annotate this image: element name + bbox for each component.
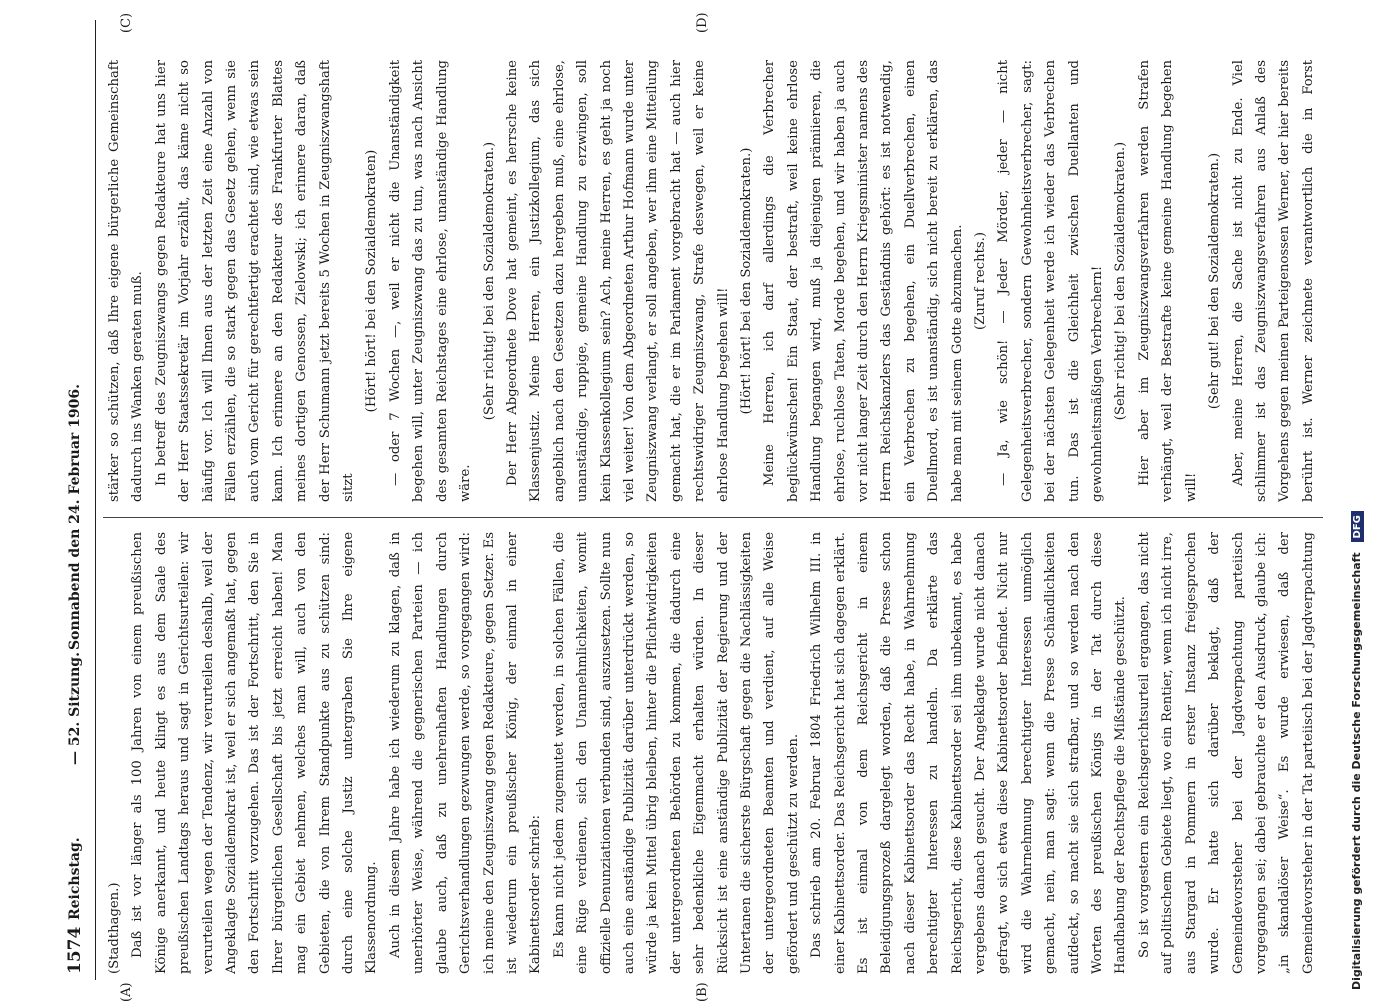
right-column	[103, 60, 1323, 502]
interjection: (Zuruf rechts.)	[973, 231, 989, 331]
header-session: — 52. Sitzung.	[67, 652, 83, 765]
paragraph: Daß ist vor länger als 100 Jahren von einem preußischen Könige anerkannt, und heute klingt es aus dem Saale des preußischen Landtags heraus und sagt in Gerichtsurteilen: wir verurteilen wegen der Tendenz, wir verurteilen deshalb, weil der Angeklagte Sozialdemokrat ist, weil er sich angemaßt hat, gegen den Fortschritt vorzugehen. Das ist der Fortschritt, den Sie in Ihrer bürgerlichen Gesellschaft bis jetzt erreicht haben! Man mag ein Gebiet nehmen, welches man will, auch von den Gebieten, die von Ihrem Standpunkte aus zu schützen sind: durch eine solche Justiz untergraben Sie Ihre eigene Klassenordnung.	[130, 532, 380, 974]
page-number: 1574	[65, 926, 85, 974]
header-date: Sonnabend den 24. Februar 1906.	[67, 384, 83, 650]
margin-marker-b: (B)	[695, 982, 710, 1002]
column-divider	[103, 517, 1323, 518]
interjection: (Sehr richtig! bei den Sozialdemokraten.)	[1113, 141, 1129, 421]
rotated-page	[55, 12, 1345, 1002]
paragraph: Aber, meine Herren, die Sache ist nicht zu Ende. Viel schlimmer ist das Zeugniszwangsverfahren aus Anlaß des Vorgehens gegen meinen Parteigenossen Werner, der hier bereits berührt ist. Werner zeichnete verantwortlich die in Forst	[1230, 60, 1316, 502]
header-title: Reichstag.	[67, 837, 83, 920]
margin-marker-c: (C)	[119, 12, 134, 33]
speaker-label: (Stadthagen.)	[107, 882, 122, 974]
paragraph: Auch in diesem Jahre habe ich wiederum zu klagen, daß in unerhörter Weise, während die gegnerischen Parteien — ich glaube auch, daß zu unehrenhaften Handlungen durch Gerichtsverhandlungen gezwungen werde, so vorgegangen wird: ich meine den Zeugniszwang gegen Redakteure, gegen Setzer. Es ist wiederum ein preußischer König, der einmal in einer Kabinettsorder schrieb:	[387, 532, 544, 974]
paragraph: Meine Herren, ich darf allerdings die Verbrecher beglückwünschen! Ein Staat, der bestraft, weil keine ehrlose Handlung begangen wird, muß ja diejenigen prämiieren, die ehrlose, ruchlose Taten, Morde begehen, und wir haben ja auch vor nicht langer Zeit durch den Herrn Kriegsminister namens des Herrn Reichskanzlers das Geständnis gehört: es ist notwendig, ein Verbrechen zu begehen, ein Duellverbrechen, einen Duellmord, es ist unanständig, sich nicht bereit zu erklären, das habe man mit seinem Gotte abzumachen.	[762, 60, 965, 502]
dfg-logo: DFG	[1351, 511, 1364, 542]
margin-marker-a: (A)	[119, 982, 134, 1002]
quotation: Es kann nicht jedem zugemutet werden, in solchen Fällen, die eine Rüge verdienen, sich den Unannehmlichkeiten, womit offizielle Denunziationen verbunden sind, auszusetzen. Sollte nun auch eine anständige Publizität darüber unterdrückt werden, so würde ja kein Mittel übrig bleiben, hinter die Pflichtwidrigkeiten der untergeordneten Behörden zu kommen, die dadurch eine sehr bedenkliche Eigenmacht erhalten würden. In dieser Rücksicht ist eine anständige Publizität der Regierung und der Untertanen die sicherste Bürgschaft gegen die Nachlässigkeiten der untergeordneten Beamten und verdient, auf alle Weise gefördert und geschützt zu werden.	[551, 532, 801, 974]
paragraph: So ist vorgestern ein Reichsgerichtsurteil ergangen, das nicht auf politischem Gebiete liegt, wo ein Rentier, wenn ich nicht irre, aus Stargard in Pommern in erster Instanz freigesprochen wurde. Er hatte sich darüber beklagt, daß der Gemeindevorsteher bei der Jagdverpachtung parteiisch vorgegangen sei; dabei gebrauchte er den Ausdruck, glaube ich: „in skandalöser Weise“. Es wurde erwiesen, daß der Gemeindevorsteher in der Tat parteiisch bei der Jagdverpachtung	[1136, 532, 1316, 974]
paragraph: In betreff des Zeugniszwangs gegen Redakteure hat uns hier der Herr Staatssekretär im Vorjahr erzählt, das käme nicht so häufig vor. Ich will Ihnen aus der letzten Zeit eine Anzahl von Fällen erzählen, die so stark gegen das Gesetz gehen, wenn sie auch vom Gericht für gerechtfertigt erachtet sind, wie etwas sein kann. Ich erinnere an den Redakteur des Frankfurter Blattes meines dortigen Genossen, Zielowski; ich erinnere daran, daß der Herr Schumann jetzt bereits 5 Wochen in Zeugniszwangshaft sitzt	[153, 60, 357, 502]
paragraph: Hier aber im Zeugniszwangsverfahren werden Strafen verhängt, weil der Bestrafte keine gemeine Handlung begehen will!	[1136, 60, 1199, 502]
paragraph: stärker so schützen, daß Ihre eigene bürgerliche Gemeinschaft dadurch ins Wanken geraten muß.	[107, 60, 146, 502]
paragraph: Das schrieb am 20. Februar 1804 Friedrich Wilhelm III. in einer Kabinettsorder. Das Reichsgericht hat sich dagegen erklärt. Es ist einmal von dem Reichsgericht in einem Beleidigungsprozeß dargelegt worden, daß die Presse schon nach dieser Kabinettsorder das Recht habe, in Wahrnehmung berechtigter Interessen zu handeln. Da erklärte das Reichsgericht, diese Kabinettsorder sei ihm unbekannt, es habe vergebens danach gesucht. Der Angeklagte wurde nicht danach gefragt, wo sich etwa diese Kabinettsorder befindet. Nicht nur wird die Wahrnehmung berechtigter Interessen unmöglich gemacht, nein, man sagt: wenn die Presse Schändlichkeiten aufdeckt, so macht sie sich strafbar, und so werden nach den Worten des preußischen Königs in der Tat durch diese Handhabung der Rechtspflege die Mißstände geschützt.	[809, 532, 1129, 974]
page-header	[55, 20, 96, 980]
interjection: (Sehr gut! bei den Sozialdemokraten.)	[1207, 152, 1223, 410]
paragraph: — Ja, wie schön! — Jeder Mörder, jeder — nicht Gelegenheitsverbrecher, sondern Gewohnheitsverbrecher, sagt: bei der nächsten Gelegenheit werde ich wieder das Verbrechen tun. Das ist die Gleichheit zwischen Duellanten und gewohnheitsmäßigen Verbrechern!	[996, 60, 1106, 502]
paragraph: — oder 7 Wochen —, weil er nicht die Unanständigkeit begehen will, unter Zeugniszwang das zu tun, was nach Ansicht des gesamten Reichstages eine ehrlose, unanständige Handlung wäre.	[387, 60, 474, 502]
interjection: (Hört! hört! bei den Sozialdemokraten)	[364, 149, 380, 413]
interjection: (Hört! hört! bei den Sozialdemokraten.)	[738, 147, 754, 415]
credit-text: Digitalisierung gefördert durch die Deutsche Forschungsgemeinschaft	[1350, 552, 1363, 990]
paragraph: Der Herr Abgeordnete Dove hat gemeint, es herrsche keine Klassenjustiz. Meine Herren, ein Justizkollegium, das sich angeblich nach den Gesetzen dazu hergeben muß, eine ehrlose, unanständige, ruppige, gemeine Handlung zu erzwingen, soll kein Klassenkollegium sein? Ach, meine Herren, es geht ja noch viel weiter! Von dem Abgeordneten Arthur Hofmann wurde unter Zeugniszwang verlangt, er soll angeben, wer ihm eine Mitteilung gemacht hat, die er im Parlament vorgebracht hat — auch hier rechtswidriger Zeugniszwang, Strafe deswegen, weil er keine ehrlose Handlung begehen will!	[504, 60, 731, 502]
interjection: (Sehr richtig! bei den Sozialdemokraten.)	[481, 141, 497, 421]
margin-marker-d: (D)	[695, 12, 710, 33]
left-column	[103, 532, 1323, 974]
digitization-credit	[1350, 10, 1380, 990]
